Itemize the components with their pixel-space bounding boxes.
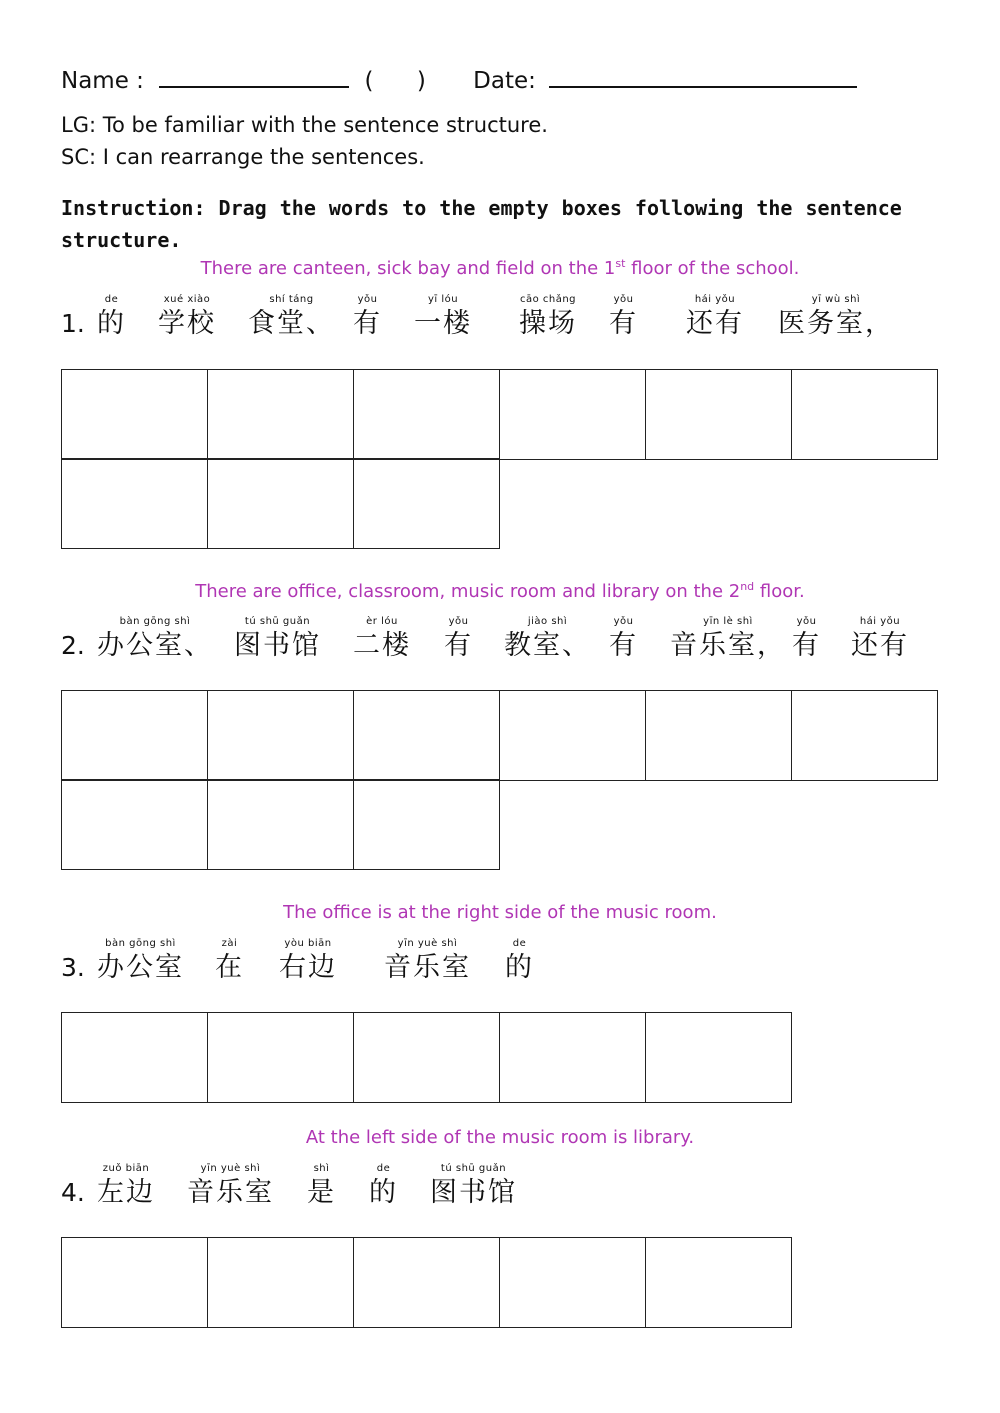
q4-drop-box[interactable]: [645, 1237, 792, 1328]
q4-word-5[interactable]: tú shū guǎn 图书馆: [430, 1163, 517, 1208]
q3-drop-box[interactable]: [353, 1012, 500, 1103]
q2-english: There are office, classroom, music room and library on the 2nd floor.: [195, 580, 805, 602]
q2-word-4[interactable]: yǒu 有: [444, 616, 473, 661]
q1-drop-box[interactable]: [353, 458, 500, 549]
instruction: Instruction: Drag the words to the empty boxes following the sentence structure.: [61, 196, 902, 252]
q4-number: 4.: [61, 1178, 85, 1207]
q2-word-6[interactable]: yǒu 有: [609, 616, 638, 661]
q2-number: 2.: [61, 631, 85, 660]
q4-drop-box[interactable]: [207, 1237, 354, 1328]
q1-word-1[interactable]: de 的: [97, 294, 126, 339]
q2-drop-box[interactable]: [499, 690, 646, 781]
q2-drop-box[interactable]: [61, 690, 208, 781]
q4-word-3[interactable]: shì 是: [307, 1163, 336, 1208]
q2-drop-box[interactable]: [791, 690, 938, 781]
q3-word-1[interactable]: bàn gōng shì 办公室: [97, 938, 184, 983]
q1-drop-box[interactable]: [645, 369, 792, 460]
q2-word-3[interactable]: èr lóu 二楼: [353, 616, 411, 661]
q4-word-4[interactable]: de 的: [369, 1163, 398, 1208]
q1-word-5[interactable]: yī lóu 一楼: [414, 294, 472, 339]
q1-drop-box[interactable]: [207, 369, 354, 460]
success-criteria: SC: I can rearrange the sentences.: [61, 145, 425, 169]
q3-word-5[interactable]: de 的: [505, 938, 534, 983]
class-number-paren-close: ): [416, 68, 426, 94]
q1-drop-box[interactable]: [61, 458, 208, 549]
q1-drop-box[interactable]: [207, 458, 354, 549]
q4-answer-row: [61, 1237, 791, 1328]
q2-drop-box[interactable]: [61, 779, 208, 870]
q3-english: The office is at the right side of the music room.: [283, 902, 717, 923]
q1-number: 1.: [61, 309, 85, 338]
name-label: Name :: [61, 68, 144, 94]
q1-word-7[interactable]: yǒu 有: [609, 294, 638, 339]
q3-word-2[interactable]: zài 在: [215, 938, 244, 983]
name-field[interactable]: [159, 64, 349, 88]
q2-drop-box[interactable]: [207, 690, 354, 781]
class-number-paren-open: (: [364, 68, 374, 94]
q2-drop-box[interactable]: [353, 690, 500, 781]
q2-drop-box[interactable]: [645, 690, 792, 781]
q2-word-2[interactable]: tú shū guǎn 图书馆: [234, 616, 321, 661]
q4-english: At the left side of the music room is library.: [305, 1127, 695, 1148]
q1-english: There are canteen, sick bay and field on the 1st floor of the school.: [200, 257, 800, 279]
q3-drop-box[interactable]: [645, 1012, 792, 1103]
q2-word-5[interactable]: jiào shì 教室、: [504, 616, 591, 661]
q2-word-9[interactable]: hái yǒu 还有: [851, 616, 909, 661]
q2-word-8[interactable]: yǒu 有: [792, 616, 821, 661]
q3-drop-box[interactable]: [499, 1012, 646, 1103]
q1-answer-row-1: [61, 369, 937, 460]
q3-drop-box[interactable]: [61, 1012, 208, 1103]
q4-word-2[interactable]: yīn yuè shì 音乐室: [187, 1163, 274, 1208]
name-row: [61, 64, 857, 94]
q1-word-6[interactable]: cāo chǎng 操场: [519, 294, 577, 339]
q2-word-1[interactable]: bàn gōng shì 办公室、: [97, 616, 213, 661]
q1-drop-box[interactable]: [499, 369, 646, 460]
q1-answer-row-2: [61, 458, 499, 549]
q1-word-9[interactable]: yī wù shì 医务室，: [778, 294, 894, 339]
q4-drop-box[interactable]: [353, 1237, 500, 1328]
q2-drop-box[interactable]: [207, 779, 354, 870]
learning-goal: LG: To be familiar with the sentence structure.: [61, 113, 548, 137]
q1-word-2[interactable]: xué xiào 学校: [158, 294, 216, 339]
q1-word-4[interactable]: yǒu 有: [353, 294, 382, 339]
q2-answer-row-2: [61, 779, 499, 870]
q2-drop-box[interactable]: [353, 779, 500, 870]
q3-answer-row: [61, 1012, 791, 1103]
q1-word-8[interactable]: hái yǒu 还有: [686, 294, 744, 339]
date-field[interactable]: [549, 64, 857, 88]
q3-drop-box[interactable]: [207, 1012, 354, 1103]
q1-word-3[interactable]: shí táng 食堂、: [248, 294, 335, 339]
q3-word-3[interactable]: yòu biān 右边: [279, 938, 337, 983]
q4-word-1[interactable]: zuǒ biān 左边: [97, 1163, 155, 1208]
q4-drop-box[interactable]: [61, 1237, 208, 1328]
q2-word-7[interactable]: yīn lè shì 音乐室，: [670, 616, 786, 661]
q3-number: 3.: [61, 953, 85, 982]
date-label: Date:: [473, 68, 536, 94]
q2-answer-row-1: [61, 690, 937, 781]
q1-drop-box[interactable]: [791, 369, 938, 460]
q1-drop-box[interactable]: [61, 369, 208, 460]
q3-word-4[interactable]: yīn yuè shì 音乐室: [384, 938, 471, 983]
q1-drop-box[interactable]: [353, 369, 500, 460]
q4-drop-box[interactable]: [499, 1237, 646, 1328]
